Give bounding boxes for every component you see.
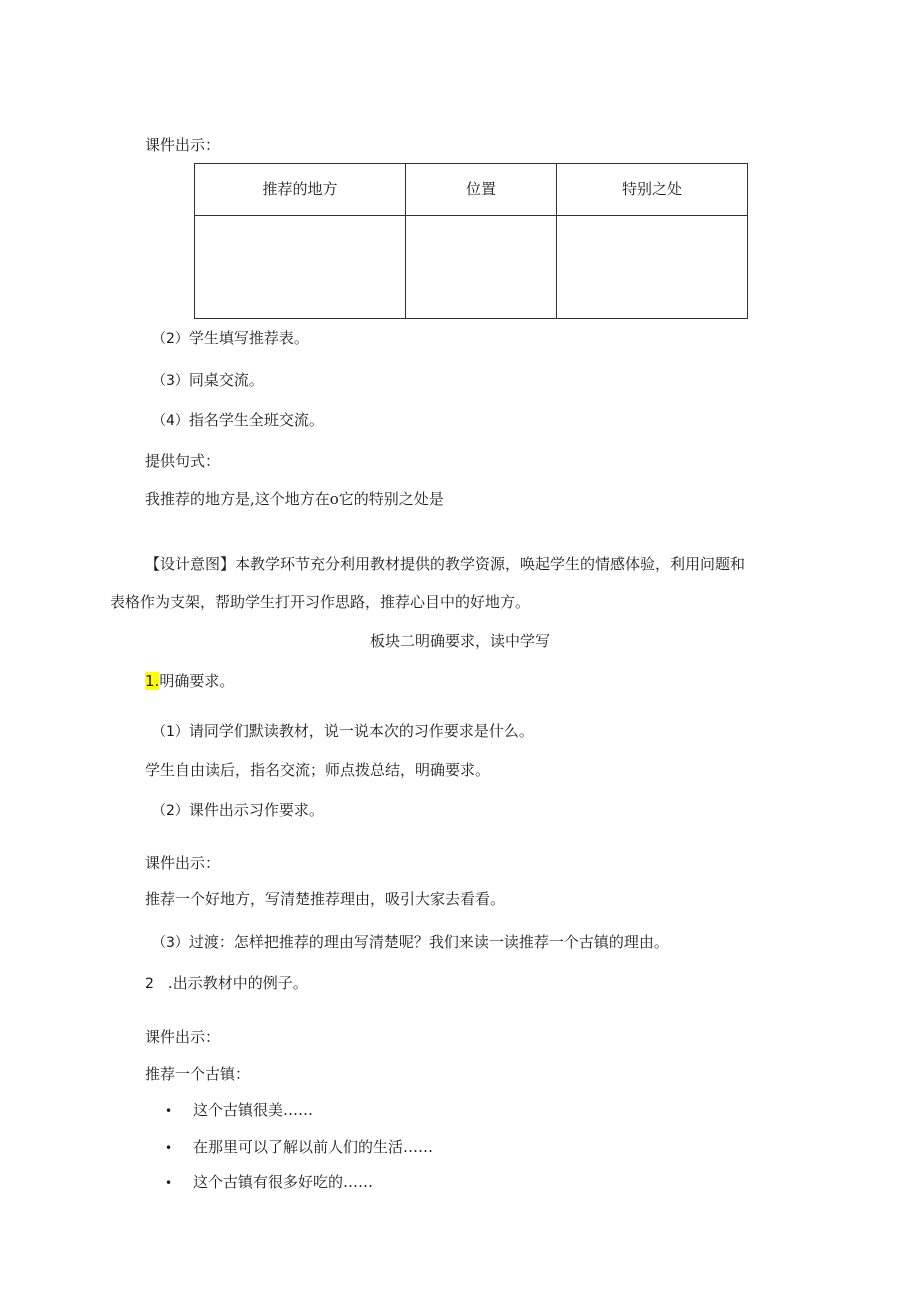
sub-item-1-follow: 学生自由读后，指名交流；师点拨总结，明确要求。 [145,761,491,779]
design-intent-line-2: 表格作为支架，帮助学生打开习作思路，推荐心目中的好地方。 [110,593,531,611]
bullet-dot: • [165,1176,173,1190]
step-2-number: （2） [152,331,189,347]
courseware-heading-3: 课件出示： [145,1028,221,1046]
table-header-place: 推荐的地方 [195,164,406,216]
step-3-number: （3） [152,373,189,389]
sub-item-2-number: （2） [152,803,189,819]
table-row [195,216,748,319]
item-2-text: .出示教材中的例子。 [167,974,308,992]
example-title: 推荐一个古镇： [145,1065,251,1083]
step-3 [152,370,264,392]
item-2-number: 2 [145,976,154,992]
sub-item-3-number: （3） [152,935,189,951]
sub-item-1-text: 请同学们默读教材，说一说本次的习作要求是什么。 [188,722,534,740]
sub-item-1-number: （1） [152,724,189,740]
table-header-location: 位置 [406,164,557,216]
sub-item-1 [152,721,534,743]
table-cell [557,216,748,319]
step-3-text: 同桌交流。 [188,371,264,389]
table-header-row [195,164,748,216]
sub-item-2 [152,800,324,822]
item-1-number: 1. [145,672,160,690]
sub-item-2-text: 课件出示习作要求。 [188,801,324,819]
list-item: 这个古镇有很多好吃的…… [193,1173,374,1191]
writing-requirement: 推荐一个好地方，写清楚推荐理由，吸引大家去看看。 [145,890,506,908]
step-4 [152,410,324,432]
courseware-heading-2: 课件出示： [145,854,221,872]
bullet-dot: • [165,1141,173,1155]
sentence-pattern: 我推荐的地方是,这个地方在o它的特别之处是 [145,490,444,508]
sub-item-3 [152,932,669,954]
sub-item-3-text: 过渡：怎样把推荐的理由写清楚呢？我们来读一读推荐一个古镇的理由。 [188,933,669,951]
table-header-features: 特别之处 [557,164,748,216]
courseware-heading-1: 课件出示： [145,136,221,154]
list-item: 这个古镇很美…… [193,1101,314,1119]
item-1 [145,671,234,692]
item-2 [145,973,308,995]
section-title: 板块二明确要求，读中学写 [370,632,551,650]
bullet-dot: • [165,1104,173,1118]
table-cell [406,216,557,319]
step-2-text: 学生填写推荐表。 [188,329,309,347]
item-1-text: 明确要求。 [159,672,235,690]
sentence-label: 提供句式： [145,452,221,470]
step-4-number: （4） [152,413,189,429]
step-2 [152,328,309,350]
design-intent-line-1: 【设计意图】本教学环节充分利用教材提供的教学资源，唤起学生的情感体验，利用问题和 [145,555,746,573]
recommendation-table [194,163,748,319]
table-cell [195,216,406,319]
step-4-text: 指名学生全班交流。 [188,411,324,429]
list-item: 在那里可以了解以前人们的生活…… [193,1138,434,1156]
